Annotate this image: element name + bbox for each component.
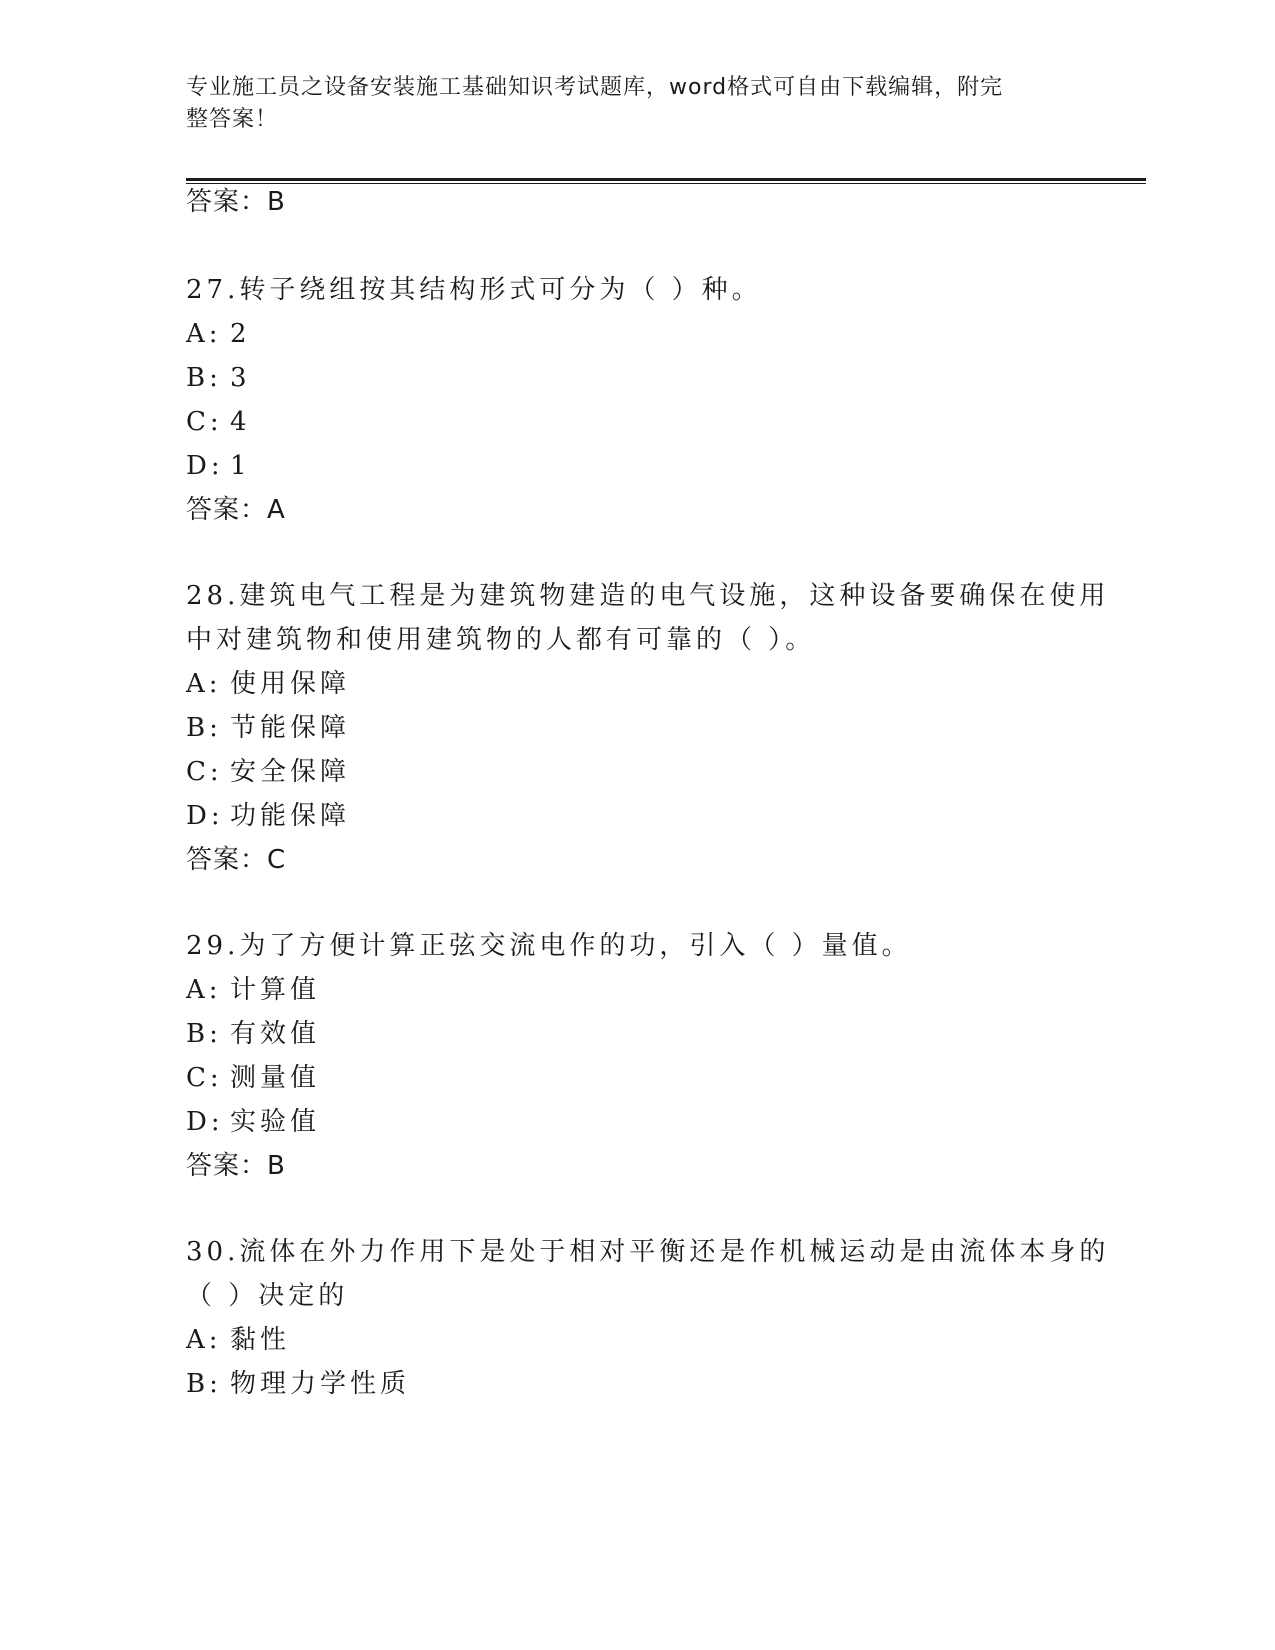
question-30-stem-line-2: （ ）决定的: [186, 1281, 349, 1311]
option-value: 测量值: [230, 1063, 321, 1093]
question-27-answer: 答案：A: [186, 495, 286, 525]
option-key: B:: [186, 713, 222, 743]
option-value: 安全保障: [230, 757, 351, 787]
option-value: 4: [230, 407, 251, 437]
question-27-option-d: [186, 446, 251, 486]
option-key: C:: [186, 757, 223, 787]
option-key: D:: [186, 451, 224, 481]
option-value: 黏性: [230, 1325, 291, 1355]
question-28-option-a: [186, 664, 350, 704]
option-key: B:: [186, 1369, 222, 1399]
option-key: C:: [186, 1063, 223, 1093]
question-28-option-b: [186, 708, 350, 748]
question-28-option-d: [186, 796, 350, 836]
question-29-answer: 答案：B: [186, 1151, 286, 1181]
question-28-stem-line-1: 28.建筑电气工程是为建筑物建造的电气设施，这种设备要确保在使用: [186, 581, 1110, 611]
question-29-option-b: [186, 1014, 320, 1054]
option-key: B:: [186, 363, 222, 393]
option-key: A:: [186, 1325, 222, 1355]
question-29-option-a: [186, 970, 320, 1010]
option-value: 3: [230, 363, 251, 393]
question-27-option-c: [186, 402, 251, 442]
option-value: 实验值: [230, 1107, 321, 1137]
question-30-option-b: [186, 1364, 410, 1404]
option-value: 物理力学性质: [230, 1369, 411, 1399]
option-key: B:: [186, 1019, 222, 1049]
option-key: D:: [186, 1107, 224, 1137]
question-28-answer: 答案：C: [186, 845, 287, 875]
header-line-1: 专业施工员之设备安装施工基础知识考试题库，word格式可自由下载编辑，附完: [186, 75, 1004, 100]
option-key: A:: [186, 669, 222, 699]
option-value: 有效值: [230, 1019, 321, 1049]
option-value: 功能保障: [230, 801, 351, 831]
option-key: C:: [186, 407, 223, 437]
answer-line: 答案：B: [186, 187, 286, 217]
question-27-stem: 27.转子绕组按其结构形式可分为（ ）种。: [186, 275, 762, 305]
question-29-option-c: [186, 1058, 320, 1098]
option-value: 2: [230, 319, 251, 349]
option-value: 计算值: [230, 975, 321, 1005]
header-divider: [186, 178, 1146, 184]
option-value: 节能保障: [230, 713, 351, 743]
question-29-stem: 29.为了方便计算正弦交流电作的功，引入（ ）量值。: [186, 931, 912, 961]
header-line-2: 整答案！: [186, 107, 279, 132]
option-value: 使用保障: [230, 669, 351, 699]
question-30-option-a: [186, 1320, 290, 1360]
option-key: A:: [186, 975, 222, 1005]
option-value: 1: [230, 451, 251, 481]
option-key: A:: [186, 319, 222, 349]
question-28-stem-line-2: 中对建筑物和使用建筑物的人都有可靠的（ ）。: [186, 625, 816, 655]
question-28-option-c: [186, 752, 350, 792]
question-29-option-d: [186, 1102, 320, 1142]
option-key: D:: [186, 801, 224, 831]
question-27-option-a: [186, 314, 251, 354]
document-header: [186, 72, 1066, 136]
question-30-stem-line-1: 30.流体在外力作用下是处于相对平衡还是作机械运动是由流体本身的: [186, 1237, 1110, 1267]
question-27-option-b: [186, 358, 251, 398]
